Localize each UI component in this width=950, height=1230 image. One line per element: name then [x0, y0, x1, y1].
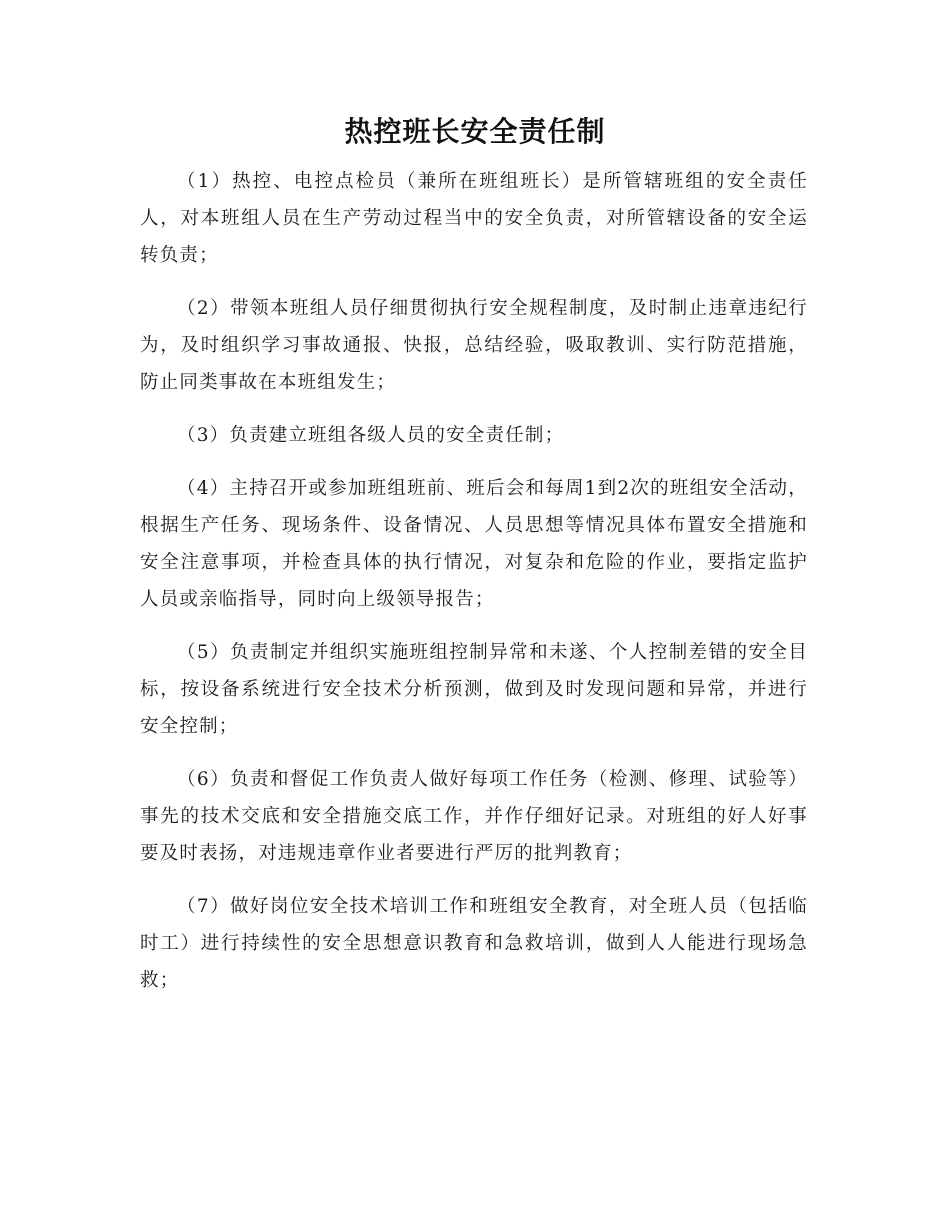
document-body	[140, 163, 808, 1015]
paragraph-4: （4）主持召开或参加班组班前、班后会和每周1到2次的班组安全活动，根据生产任务、现场条件、设备情况、人员思想等情况具体布置安全措施和安全注意事项，并检查具体的执行情况，对复杂和危险的作业，要指定监护人员或亲临指导，同时向上级领导报告；	[140, 478, 808, 610]
paragraph-6: （6）负责和督促工作负责人做好每项工作任务（检测、修理、试验等）事先的技术交底和安全措施交底工作，并作仔细好记录。对班组的好人好事要及时表扬，对违规违章作业者要进行严厉的批判教育；	[140, 769, 808, 864]
paragraph-1: （1）热控、电控点检员（兼所在班组班长）是所管辖班组的安全责任人，对本班组人员在生产劳动过程当中的安全负责，对所管辖设备的安全运转负责；	[140, 171, 808, 266]
paragraph-7: （7）做好岗位安全技术培训工作和班组安全教育，对全班人员（包括临时工）进行持续性的安全思想意识教育和急救培训，做到人人能进行现场急救；	[140, 896, 808, 991]
paragraph-2: （2）带领本班组人员仔细贯彻执行安全规程制度，及时制止违章违纪行为，及时组织学习事故通报、快报，总结经验，吸取教训、实行防范措施，防止同类事故在本班组发生；	[140, 298, 808, 393]
paragraph-5: （5）负责制定并组织实施班组控制异常和未遂、个人控制差错的安全目标，按设备系统进行安全技术分析预测，做到及时发现问题和异常，并进行安全控制；	[140, 642, 808, 737]
paragraph-3: （3）负责建立班组各级人员的安全责任制；	[177, 425, 565, 446]
document-title: 热控班长安全责任制	[344, 115, 606, 148]
